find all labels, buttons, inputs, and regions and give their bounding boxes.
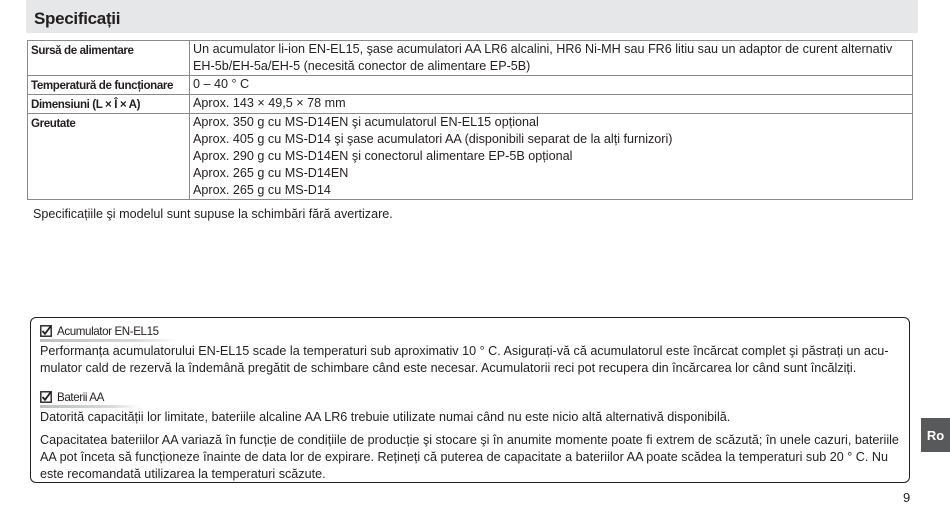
- value-line: Aprox. 265 g cu MS-D14EN: [193, 166, 349, 180]
- row-label: Greutate: [28, 114, 190, 200]
- note-text-aa-2: Capacitatea bateriilor AA variază în funcție de condițiile de producție şi stocare şi în anumite momente poate fi extrem de scăzută; în unele cazuri, bateriile AA pot înceta să funcționeze înainte de data lor de expirare. Rețineți că puterea de capacitate a bateriilor AA poate scădea la temperaturi sub 20 ° C. Nu este recomandată utilizarea la temperaturi scăzute.: [40, 433, 899, 481]
- heading-underline: [40, 405, 140, 408]
- note-heading-label: Baterii AA: [57, 390, 104, 404]
- row-value: [190, 114, 913, 200]
- row-value: [190, 41, 913, 76]
- notes-box: [30, 317, 910, 483]
- value-line: 0 – 40 ° C: [193, 77, 250, 91]
- heading-underline: [40, 339, 178, 342]
- table-row: [28, 76, 913, 95]
- value-line: Aprox. 143 × 49,5 × 78 mm: [193, 96, 346, 110]
- value-line: Aprox. 290 g cu MS-D14EN şi conectorul alimentare EP-5B opțional: [193, 149, 573, 163]
- table-row: [28, 41, 913, 76]
- row-value: [190, 76, 913, 95]
- value-line: Aprox. 405 g cu MS-D14 şi şase acumulatori AA (disponibili separat de la alți furnizori): [193, 132, 673, 146]
- row-label: Sursă de alimentare: [28, 41, 190, 76]
- note-text-en-el15: Performanța acumulatorului EN-EL15 scade la temperaturi sub aproximativ 10 ° C. Asigurați-vă că acumulatorul este încărcat complet şi păstrați un acu-mulator cald de rezervă la îndemână pregătit de schimbare când este necesar. Acumulatorii reci pot recupera din încărcarea lor când sunt încălziți.: [40, 344, 889, 375]
- note-heading-label: Acumulator EN-EL15: [57, 324, 159, 338]
- note-heading-aa: [40, 389, 104, 405]
- table-row: [28, 95, 913, 114]
- specifications-table: [27, 40, 913, 200]
- table-row: [28, 114, 913, 200]
- value-line: Aprox. 265 g cu MS-D14: [193, 183, 331, 197]
- footnote: Specificațiile şi modelul sunt supuse la schimbări fără avertizare.: [33, 207, 393, 221]
- note-heading-en-el15: [40, 323, 159, 339]
- row-value: [190, 95, 913, 114]
- row-label: Temperatură de funcționare: [28, 76, 190, 95]
- section-header-bar: [26, 0, 918, 33]
- page-title: Specificații: [34, 9, 121, 28]
- note-text-aa-1: Datorită capacității lor limitate, bateriile alcaline AA LR6 trebuie utilizate numai când nu este nicio altă alternativă disponibilă.: [40, 410, 731, 424]
- language-tab: Ro: [921, 418, 950, 452]
- checkbox-icon: [40, 325, 52, 337]
- checkbox-icon: [40, 391, 52, 403]
- row-label: Dimensiuni (L × Î × A): [28, 95, 190, 114]
- value-line: Aprox. 350 g cu MS-D14EN şi acumulatorul EN-EL15 opțional: [193, 115, 539, 129]
- value-line: Un acumulator li-ion EN-EL15, şase acumulatori AA LR6 alcalini, HR6 Ni-MH sau FR6 litiu sau un adaptor de curent alternativ: [193, 42, 893, 56]
- value-line: EH-5b/EH-5a/EH-5 (necesită conector de alimentare EP-5B): [193, 59, 531, 73]
- page-number: 9: [903, 490, 911, 505]
